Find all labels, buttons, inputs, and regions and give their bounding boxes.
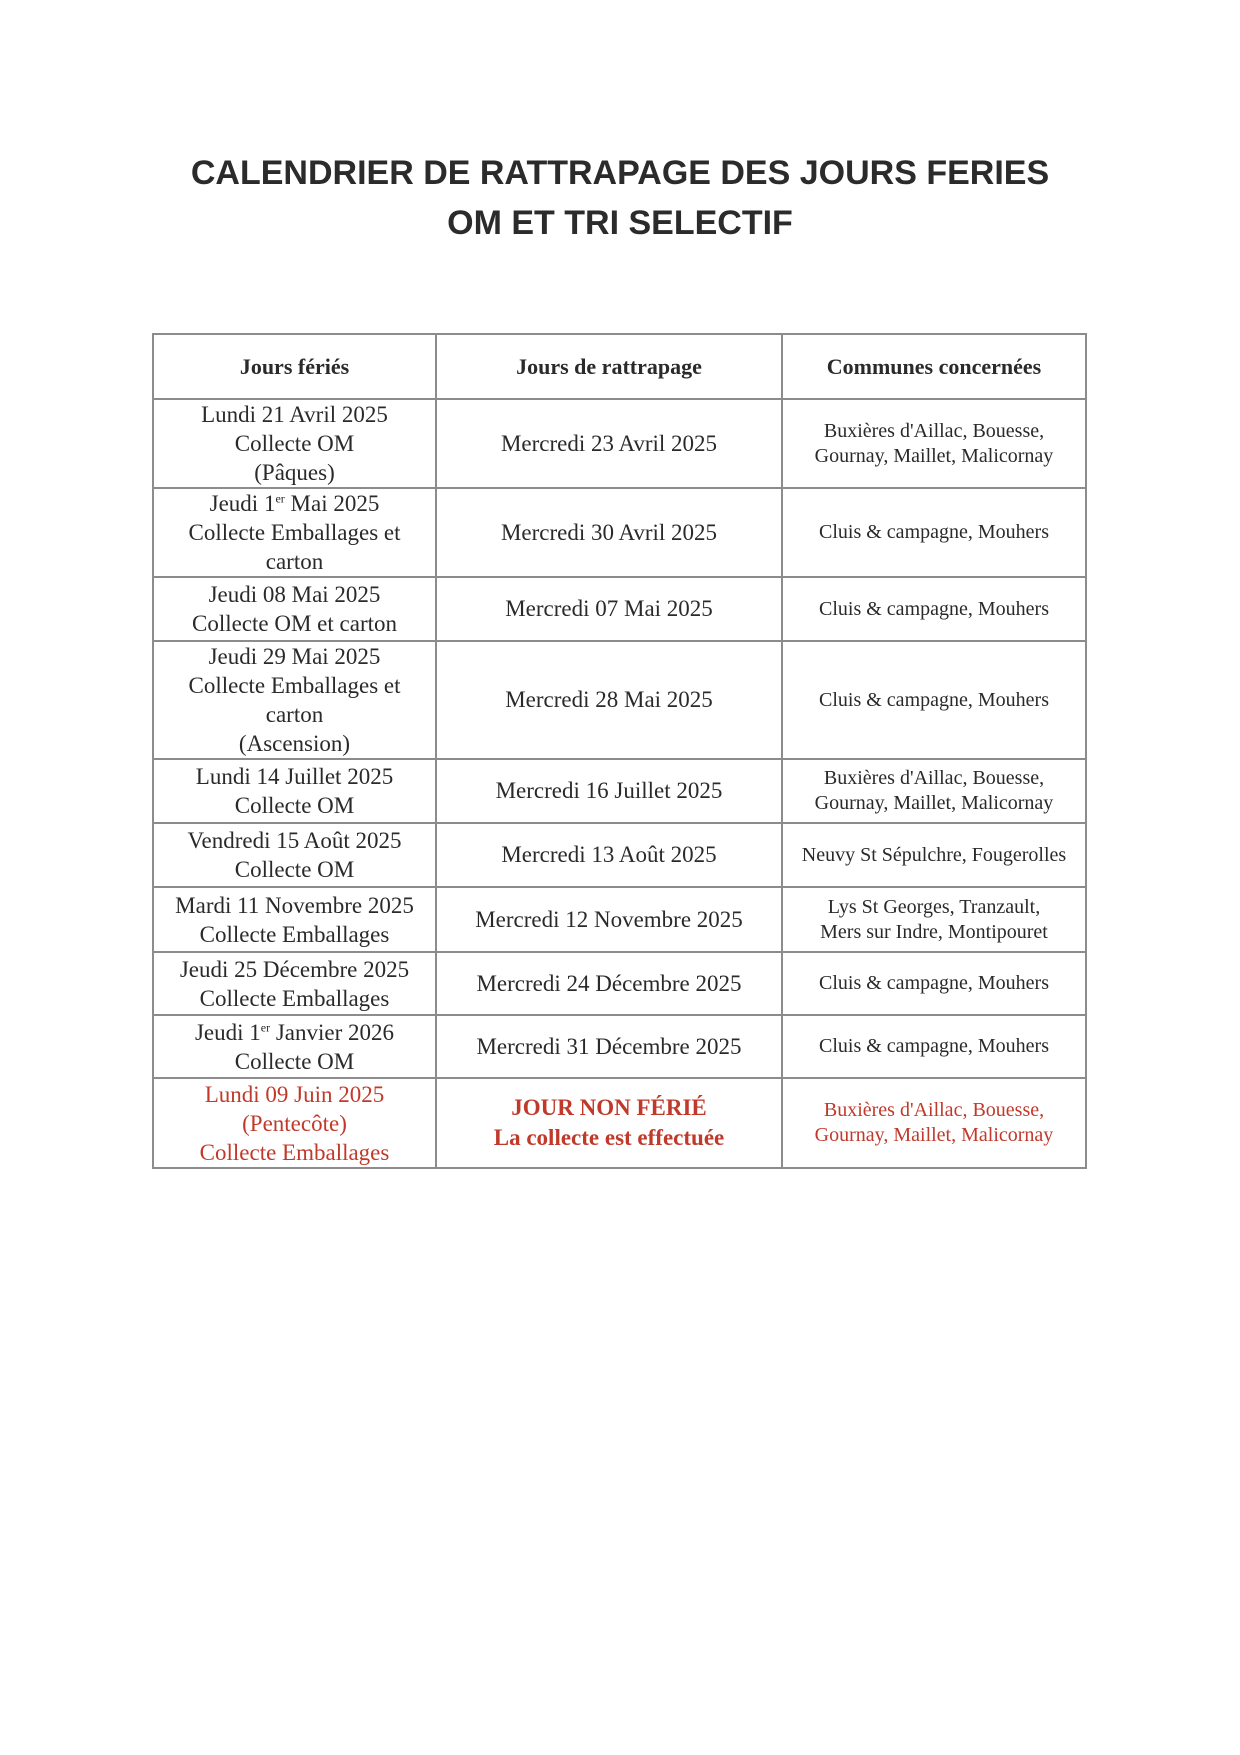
- communes-line: Gournay, Maillet, Malicornay: [814, 792, 1054, 814]
- communes-line: Cluis & campagne, Mouhers: [819, 1035, 1049, 1057]
- table-row: [153, 577, 1086, 641]
- communes-line: Cluis & campagne, Mouhers: [819, 972, 1049, 994]
- communes-cell: [782, 887, 1086, 952]
- header-communes: Communes concernées: [782, 334, 1086, 399]
- communes-cell: [782, 641, 1086, 759]
- non-holiday-notice: JOUR NON FÉRIÉ: [511, 1095, 707, 1120]
- title-line-1: CALENDRIER DE RATTRAPAGE DES JOURS FERIES: [190, 154, 1050, 192]
- holiday-date: Vendredi 15 Août 2025: [187, 828, 402, 853]
- communes-line: Gournay, Maillet, Malicornay: [814, 1124, 1054, 1146]
- holiday-name: (Ascension): [238, 731, 351, 756]
- holiday-name: (Pentecôte): [242, 1110, 347, 1136]
- header-jours-feries: Jours fériés: [153, 334, 436, 399]
- table-row: [153, 399, 1086, 488]
- communes-line: Buxières d'Aillac, Bouesse,: [823, 419, 1045, 442]
- communes-line: Gournay, Maillet, Malicornay: [814, 444, 1054, 467]
- holiday-collection-cont: carton: [265, 549, 324, 574]
- holiday-collection: Collecte Emballages: [199, 1139, 390, 1165]
- holiday-date: Jeudi 29 Mai 2025: [208, 644, 381, 669]
- table-row-special: [153, 1078, 1086, 1168]
- table-row: [153, 488, 1086, 577]
- communes-cell: [782, 577, 1086, 641]
- communes-cell: [782, 952, 1086, 1015]
- holiday-date: Lundi 09 Juin 2025: [204, 1081, 385, 1107]
- communes-line: Cluis & campagne, Mouhers: [819, 597, 1049, 620]
- holiday-cell: [153, 399, 436, 488]
- holiday-cell: [153, 488, 436, 577]
- communes-line: Cluis & campagne, Mouhers: [819, 688, 1049, 711]
- holiday-date: Lundi 14 Juillet 2025: [195, 764, 394, 789]
- holiday-cell: [153, 823, 436, 887]
- holiday-cell: [153, 1078, 436, 1168]
- holiday-collection: Collecte Emballages et: [188, 520, 401, 545]
- holiday-cell: [153, 577, 436, 641]
- table-row: [153, 641, 1086, 759]
- catchup-day: Mercredi 28 Mai 2025: [436, 641, 782, 759]
- holiday-name: (Pâques): [254, 460, 335, 485]
- communes-line: Cluis & campagne, Mouhers: [819, 521, 1049, 543]
- communes-cell: [782, 1078, 1086, 1168]
- catchup-day: [436, 1078, 782, 1168]
- communes-line: Buxières d'Aillac, Bouesse,: [823, 1099, 1045, 1121]
- holiday-collection: Collecte OM et carton: [191, 611, 397, 636]
- holiday-date: Jeudi 1er Mai 2025: [209, 491, 380, 516]
- header-jours-rattrapage: Jours de rattrapage: [436, 334, 782, 399]
- catchup-day: Mercredi 24 Décembre 2025: [436, 952, 782, 1015]
- communes-line: Neuvy St Sépulchre, Fougerolles: [801, 843, 1067, 866]
- holiday-cell: [153, 887, 436, 952]
- catchup-day: Mercredi 23 Avril 2025: [436, 399, 782, 488]
- catchup-day: Mercredi 12 Novembre 2025: [436, 887, 782, 952]
- catchup-day: Mercredi 07 Mai 2025: [436, 577, 782, 641]
- catchup-day: Mercredi 13 Août 2025: [436, 823, 782, 887]
- holiday-collection: Collecte OM: [234, 1048, 355, 1074]
- table-row: [153, 823, 1086, 887]
- holiday-collection-cont: carton: [265, 702, 324, 727]
- catchup-day: Mercredi 30 Avril 2025: [436, 488, 782, 577]
- communes-cell: [782, 759, 1086, 823]
- communes-cell: [782, 1015, 1086, 1078]
- communes-cell: [782, 399, 1086, 488]
- communes-line: Buxières d'Aillac, Bouesse,: [823, 767, 1045, 789]
- table-row: [153, 1015, 1086, 1078]
- holiday-collection: Collecte Emballages: [199, 921, 390, 947]
- table-row: [153, 759, 1086, 823]
- table-row: [153, 887, 1086, 952]
- communes-cell: [782, 823, 1086, 887]
- table-row: [153, 952, 1086, 1015]
- holiday-collection: Collecte OM: [234, 793, 355, 818]
- holiday-catchup-table: [152, 333, 1087, 1169]
- catchup-day: Mercredi 16 Juillet 2025: [436, 759, 782, 823]
- holiday-cell: [153, 641, 436, 759]
- table-header-row: [153, 334, 1086, 399]
- collection-done-notice: La collecte est effectuée: [493, 1125, 725, 1150]
- holiday-collection: Collecte OM: [234, 431, 355, 456]
- holiday-cell: [153, 759, 436, 823]
- page-title: [0, 148, 1240, 248]
- holiday-date: Lundi 21 Avril 2025: [201, 402, 388, 427]
- holiday-collection: Collecte Emballages: [199, 985, 390, 1011]
- holiday-collection: Collecte Emballages et: [188, 673, 401, 698]
- title-line-2: OM ET TRI SELECTIF: [447, 204, 793, 242]
- holiday-cell: [153, 952, 436, 1015]
- communes-line: Lys St Georges, Tranzault,: [827, 895, 1041, 918]
- holiday-date: Jeudi 08 Mai 2025: [208, 582, 381, 607]
- communes-cell: [782, 488, 1086, 577]
- holiday-date: Jeudi 1er Janvier 2026: [194, 1019, 395, 1045]
- holiday-cell: [153, 1015, 436, 1078]
- holiday-collection: Collecte OM: [234, 857, 355, 882]
- holiday-date: Mardi 11 Novembre 2025: [175, 892, 414, 918]
- holiday-date: Jeudi 25 Décembre 2025: [179, 956, 410, 982]
- catchup-day: Mercredi 31 Décembre 2025: [436, 1015, 782, 1078]
- communes-line: Mers sur Indre, Montipouret: [820, 920, 1048, 943]
